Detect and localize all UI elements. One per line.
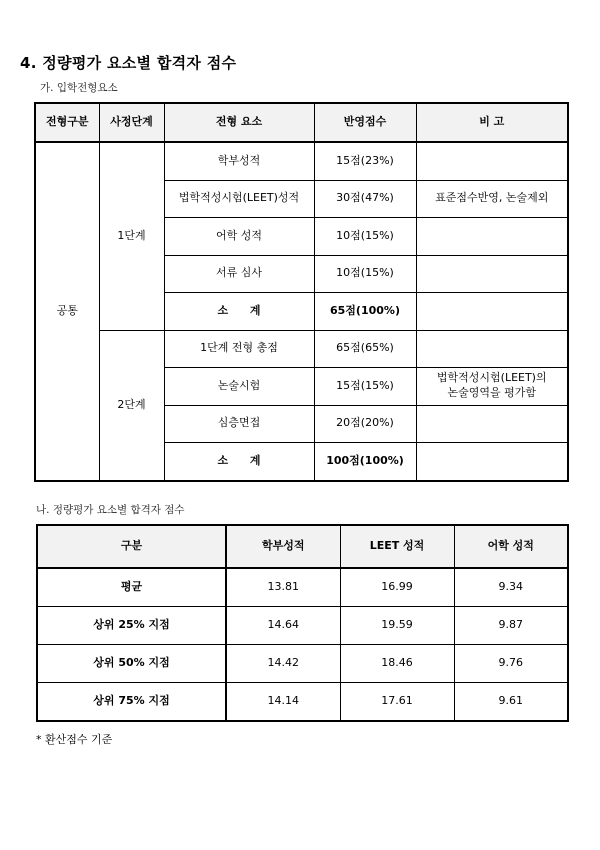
value-cell: 9.61: [454, 683, 568, 722]
col-header-group: 전형구분: [35, 103, 99, 142]
note-cell: [416, 443, 568, 481]
col-header-note: 비 고: [416, 103, 568, 142]
value-cell: 14.14: [226, 683, 340, 722]
value-cell: 16.99: [340, 568, 454, 607]
score-cell: 20점(20%): [314, 405, 416, 443]
element-cell: 학부성적: [164, 142, 314, 180]
score-cell: 65점(65%): [314, 330, 416, 368]
table-row: [35, 330, 568, 368]
note-cell: [416, 293, 568, 331]
note-cell: 법학적성시험(LEET)의 논술영역을 평가함: [416, 368, 568, 406]
passer-scores-table: [36, 524, 569, 722]
footnote: * 환산점수 기준: [36, 733, 113, 746]
value-cell: 9.76: [454, 645, 568, 683]
row-label: 평균: [37, 568, 226, 607]
value-cell: 19.59: [340, 607, 454, 645]
element-cell: 서류 심사: [164, 255, 314, 293]
group-cell: 공통: [35, 142, 99, 481]
note-cell: [416, 142, 568, 180]
col-header-stage: 사정단계: [99, 103, 164, 142]
col-header-leet: LEET 성적: [340, 525, 454, 568]
note-cell: 표준점수반영, 논술제외: [416, 180, 568, 218]
table-row: [37, 645, 568, 683]
score-cell: 10점(15%): [314, 218, 416, 256]
col-header-undergrad: 학부성적: [226, 525, 340, 568]
element-cell: 1단계 전형 총점: [164, 330, 314, 368]
page-title: 4. 정량평가 요소별 합격자 점수: [20, 54, 237, 72]
score-cell: 15점(23%): [314, 142, 416, 180]
element-cell: 심층면접: [164, 405, 314, 443]
table-row: [37, 683, 568, 722]
subtotal-score: 100점(100%): [314, 443, 416, 481]
score-cell: 15점(15%): [314, 368, 416, 406]
value-cell: 17.61: [340, 683, 454, 722]
table-row: [37, 568, 568, 607]
section-b-heading: 나. 정량평가 요소별 합격자 점수: [36, 504, 185, 516]
value-cell: 14.64: [226, 607, 340, 645]
table-header-row: [35, 103, 568, 142]
row-label: 상위 75% 지점: [37, 683, 226, 722]
score-cell: 30점(47%): [314, 180, 416, 218]
table-row: [35, 142, 568, 180]
admission-elements-table: [34, 102, 569, 482]
stage1-cell: 1단계: [99, 142, 164, 330]
value-cell: 13.81: [226, 568, 340, 607]
subtotal-score: 65점(100%): [314, 293, 416, 331]
table-row: [37, 607, 568, 645]
element-cell: 어학 성적: [164, 218, 314, 256]
subtotal-label: 소 계: [164, 293, 314, 331]
value-cell: 9.34: [454, 568, 568, 607]
section-a-heading: 가. 입학전형요소: [40, 82, 118, 94]
col-header-language: 어학 성적: [454, 525, 568, 568]
element-cell: 법학적성시험(LEET)성적: [164, 180, 314, 218]
col-header-category: 구분: [37, 525, 226, 568]
note-cell: [416, 330, 568, 368]
table-header-row: [37, 525, 568, 568]
col-header-score: 반영점수: [314, 103, 416, 142]
value-cell: 18.46: [340, 645, 454, 683]
subtotal-label: 소 계: [164, 443, 314, 481]
value-cell: 14.42: [226, 645, 340, 683]
note-cell: [416, 218, 568, 256]
row-label: 상위 25% 지점: [37, 607, 226, 645]
note-cell: [416, 255, 568, 293]
row-label: 상위 50% 지점: [37, 645, 226, 683]
stage2-cell: 2단계: [99, 330, 164, 481]
score-cell: 10점(15%): [314, 255, 416, 293]
value-cell: 9.87: [454, 607, 568, 645]
element-cell: 논술시험: [164, 368, 314, 406]
note-cell: [416, 405, 568, 443]
col-header-element: 전형 요소: [164, 103, 314, 142]
